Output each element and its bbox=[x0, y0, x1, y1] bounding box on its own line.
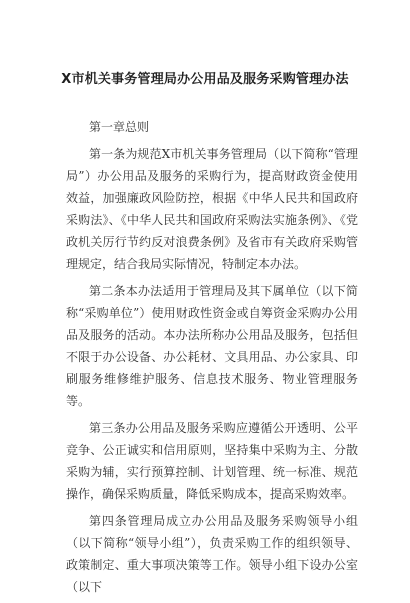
document-title: X市机关事务管理局办公用品及服务采购管理办法 bbox=[61, 72, 349, 87]
document-body bbox=[66, 116, 358, 603]
article-2: 第二条本办法适用于管理局及其下属单位（以下简称“采购单位”）使用财政性资金或自筹资金采购办公用品及服务的活动。本办法所称办公用品及服务，包括但不限于办公设备、办公耗材、文具用品、办公家具、印刷服务维修维护服务、信息技术服务、物业管理服务等。 bbox=[66, 284, 358, 408]
article-4: 第四条管理局成立办公用品及服务采购领导小组（以下简称“领导小组”），负责采购工作的组织领导、政策制定、重大事项决策等工作。领导小组下设办公室（以下 bbox=[66, 514, 358, 594]
article-3: 第三条办公用品及服务采购应遵循公开透明、公平竞争、公正诚实和信用原则，坚持集中采购为主、分散采购为辅，实行预算控制、计划管理、统一标准、规范操作，确保采购质量，降低采购成本，提高采购效率。 bbox=[66, 421, 358, 501]
chapter-heading: 第一章总则 bbox=[89, 120, 150, 134]
article-1: 第一条为规范X市机关事务管理局（以下简称“管理局”）办公用品及服务的采购行为，提高财政资金使用效益，加强廉政风险防控，根据《中华人民共和国政府采购法》、《中华人民共和国政府采购法实施条例》、《党政机关厉行节约反对浪费条例》及省市有关政府采购管理规定，结合我局实际情况，特制定本办法。 bbox=[66, 147, 358, 271]
